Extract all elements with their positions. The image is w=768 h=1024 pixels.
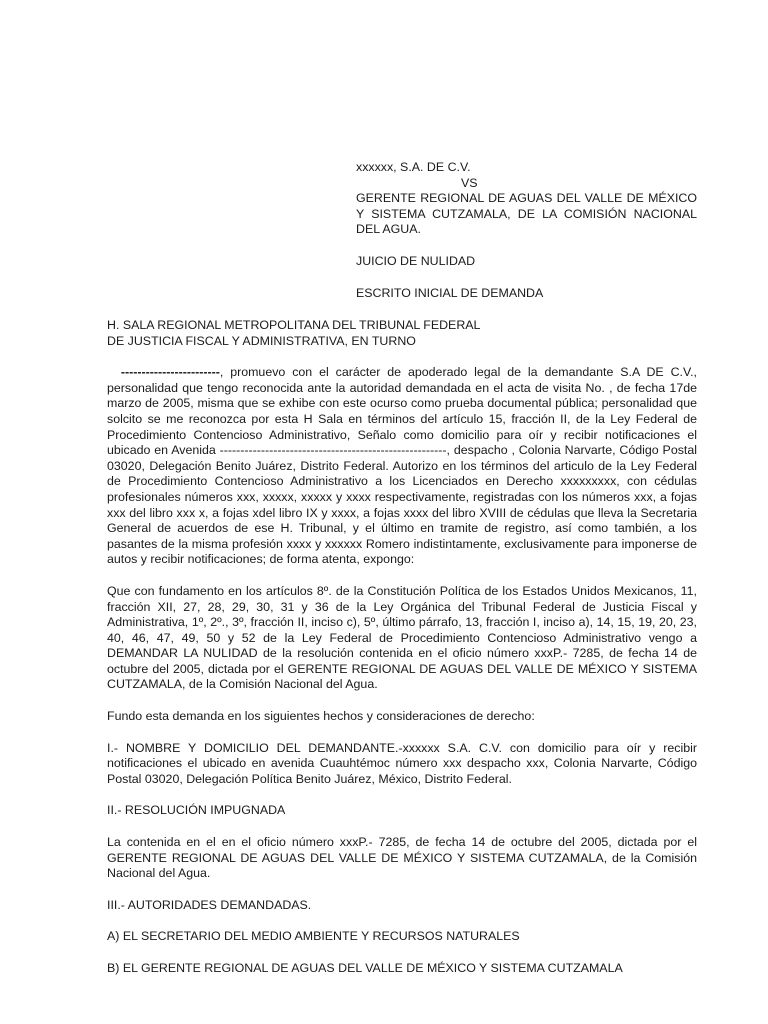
intro-paragraph [107, 365, 697, 568]
versus-label: VS [461, 175, 478, 190]
document-type: ESCRITO INICIAL DE DEMANDA [356, 285, 544, 300]
addressee-line-1: H. SALA REGIONAL METROPOLITANA DEL TRIBUNAL FEDERAL [107, 318, 481, 332]
authority-a: A) EL SECRETARIO DEL MEDIO AMBIENTE Y RECURSOS NATURALES [107, 929, 520, 944]
fundamento-paragraph: Que con fundamento en los artículos 8º. de la Constitución Política de los Estados Unidos Mexicanos, 11, fracción XII, 27, 28, 29, 30, 31 y 36 de la Ley Orgánica del Tribunal Federal de Justicia Fiscal y Administrativa, 1º, 2º., 3º, fracción II, inciso c), 5º, último párrafo, 13, fracción I, inciso a), 14, 15, 19, 20, 23, 40, 46, 47, 49, 50 y 52 de la Ley Federal de Procedimiento Contencioso Administrativo vengo a DEMANDAR LA NULIDAD de la resolución contenida en el oficio número xxxP.- 7285, de fecha 14 de octubre del 2005, dictada por el GERENTE REGIONAL DE AGUAS DEL VALLE DE MÉXICO Y SISTEMA CUTZAMALA, de la Comisión Nacional del Agua. [107, 583, 697, 692]
section-autoridades-title: III.- AUTORIDADES DEMANDADAS. [107, 897, 312, 912]
defendant-name: GERENTE REGIONAL DE AGUAS DEL VALLE DE MÉXICO Y SISTEMA CUTZAMALA, DE LA COMISIÓN NACIONAL DEL AGUA. [356, 191, 697, 237]
promovente-blank: ------------------------ [120, 365, 220, 380]
intro-text: , promuevo con el carácter de apoderado legal de la demandante S.A DE C.V., personalidad que tengo reconocida ante la autoridad demandada en el acta de visita No. , de fecha 17de marzo de 2005, misma que se exhibe con este ocurso como prueba documental pública; personalidad que solcito se me reconozca por esta H Sala en términos del artículo 15, fracción II, de la Ley Federal de Procedimiento Contencioso Administrativo, Señalo como domicilio para oír y recibir notificaciones el ubicado en Avenida -------------------------------------------------------, despacho , Colonia Narvarte, Código Postal 03020, Delegación Benito Juárez, Distrito Federal. Autorizo en los términos del articulo de la Ley Federal de Procedimiento Contencioso Administrativo a los Licenciados en Derecho xxxxxxxxx, con cédulas profesionales números xxx, xxxxx, xxxxx y xxxx respectivamente, registradas con los números xxx, a fojas xxx del libro xxx x, a fojas xdel libro IX y xxxx, a fojas xxxx del libro XVIII de cédulas que lleva la Secretaria General de acuerdos de ese H. Tribunal, y el último en tramite de registro, así como también, a los pasantes de la misma profesión xxxx y xxxxxx Romero indistintamente, exclusivamente para imponerse de autos y recibir notificaciones; de forma atenta, expongo: [107, 365, 697, 567]
case-header [356, 160, 697, 301]
authority-b: B) EL GERENTE REGIONAL DE AGUAS DEL VALLE DE MÉXICO Y SISTEMA CUTZAMALA [107, 961, 623, 975]
addressee-line-2: DE JUSTICIA FISCAL Y ADMINISTRATIVA, EN TURNO [107, 333, 416, 348]
plaintiff-name: xxxxxx, S.A. DE C.V. [356, 160, 471, 174]
section-demandante: I.- NOMBRE Y DOMICILIO DEL DEMANDANTE.-xxxxxx S.A. C.V. con domicilio para oír y recibir notificaciones el ubicado en avenida Cuauhtémoc número xxx despacho xxx, Colonia Narvarte, Código Postal 03020, Delegación Política Benito Juárez, México, Distrito Federal. [107, 740, 697, 786]
section-resolucion-title: II.- RESOLUCIÓN IMPUGNADA [107, 803, 286, 818]
section-resolucion-text: La contenida en el en el oficio número xxxP.- 7285, de fecha 14 de octubre del 2005, dictada por el GERENTE REGIONAL DE AGUAS DEL VALLE DE MÉXICO Y SISTEMA CUTZAMALA, de la Comisión Nacional del Agua. [107, 835, 697, 881]
document-body [107, 318, 697, 977]
case-type: JUICIO DE NULIDAD [356, 253, 476, 268]
fundo-paragraph: Fundo esta demanda en los siguientes hechos y consideraciones de derecho: [107, 709, 535, 724]
